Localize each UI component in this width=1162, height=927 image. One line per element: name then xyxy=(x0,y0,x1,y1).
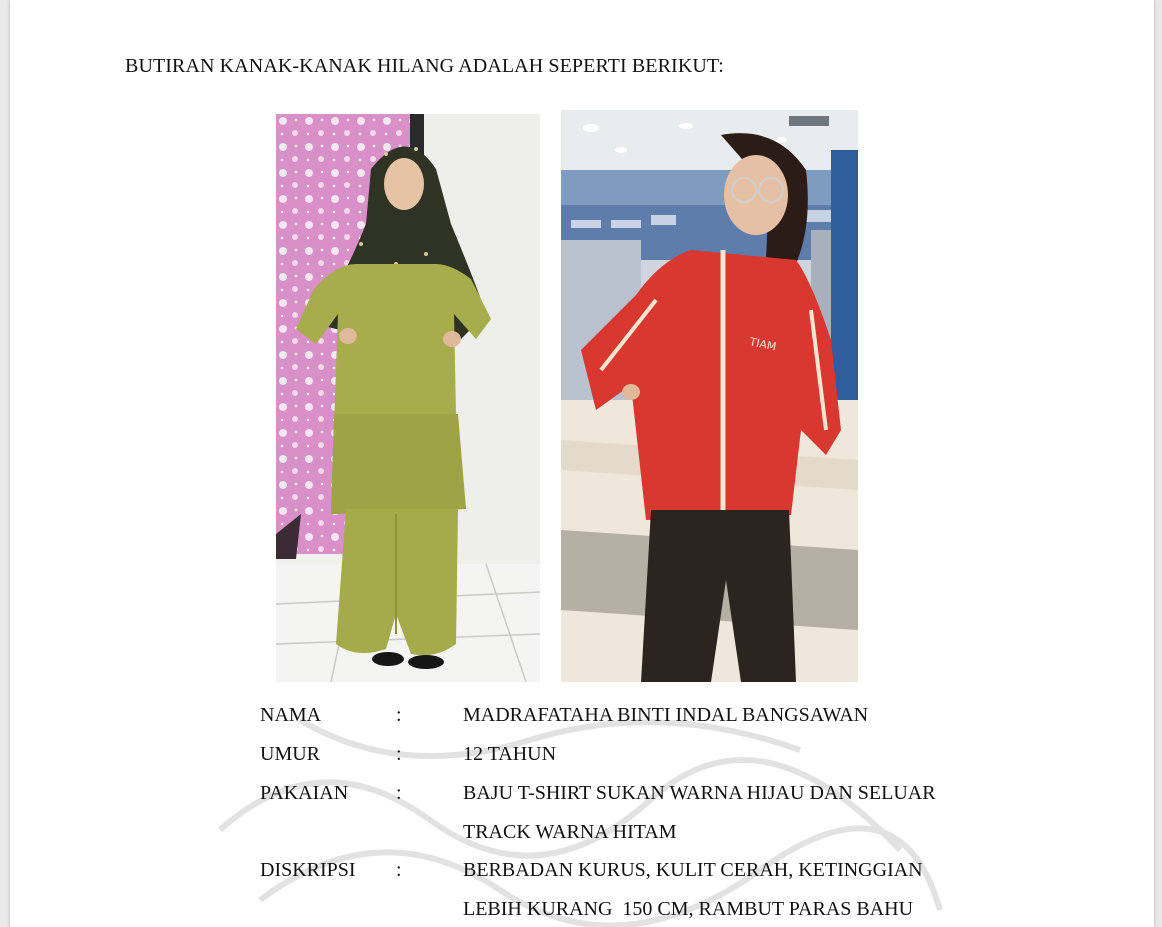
detail-row-nama xyxy=(260,704,1080,743)
detail-row-diskripsi xyxy=(260,859,1080,898)
photo-girl-red-jacket xyxy=(561,110,858,682)
diskripsi-colon: : xyxy=(396,859,402,881)
photo-girl-green-baju-kurung xyxy=(276,114,540,682)
pakaian-colon: : xyxy=(396,782,402,804)
child-details xyxy=(260,704,1080,927)
detail-row-umur xyxy=(260,743,1080,782)
nama-colon: : xyxy=(396,704,402,726)
document-page xyxy=(10,0,1154,927)
jacket-print: TIAM xyxy=(748,335,778,354)
pakaian-value-line1: BAJU T-SHIRT SUKAN WARNA HIJAU DAN SELUAR xyxy=(463,782,936,804)
umur-colon: : xyxy=(396,743,402,765)
umur-value: 12 TAHUN xyxy=(463,743,557,765)
nama-label: NAMA xyxy=(260,704,322,726)
pakaian-label: PAKAIAN xyxy=(260,782,349,804)
nama-value: MADRAFATAHA BINTI INDAL BANGSAWAN xyxy=(463,704,869,726)
detail-row-pakaian-cont xyxy=(260,821,1080,859)
detail-row-diskripsi-cont xyxy=(260,898,1080,927)
diskripsi-label: DISKRIPSI xyxy=(260,859,356,881)
detail-row-pakaian xyxy=(260,782,1080,821)
pakaian-value-line2: TRACK WARNA HITAM xyxy=(463,821,677,843)
diskripsi-value-line1: BERBADAN KURUS, KULIT CERAH, KETINGGIAN xyxy=(463,859,923,881)
diskripsi-value-line2: LEBIH KURANG 150 CM, RAMBUT PARAS BAHU xyxy=(463,898,914,920)
document-heading: BUTIRAN KANAK-KANAK HILANG ADALAH SEPERTI BERIKUT: xyxy=(125,55,724,77)
umur-label: UMUR xyxy=(260,743,321,765)
